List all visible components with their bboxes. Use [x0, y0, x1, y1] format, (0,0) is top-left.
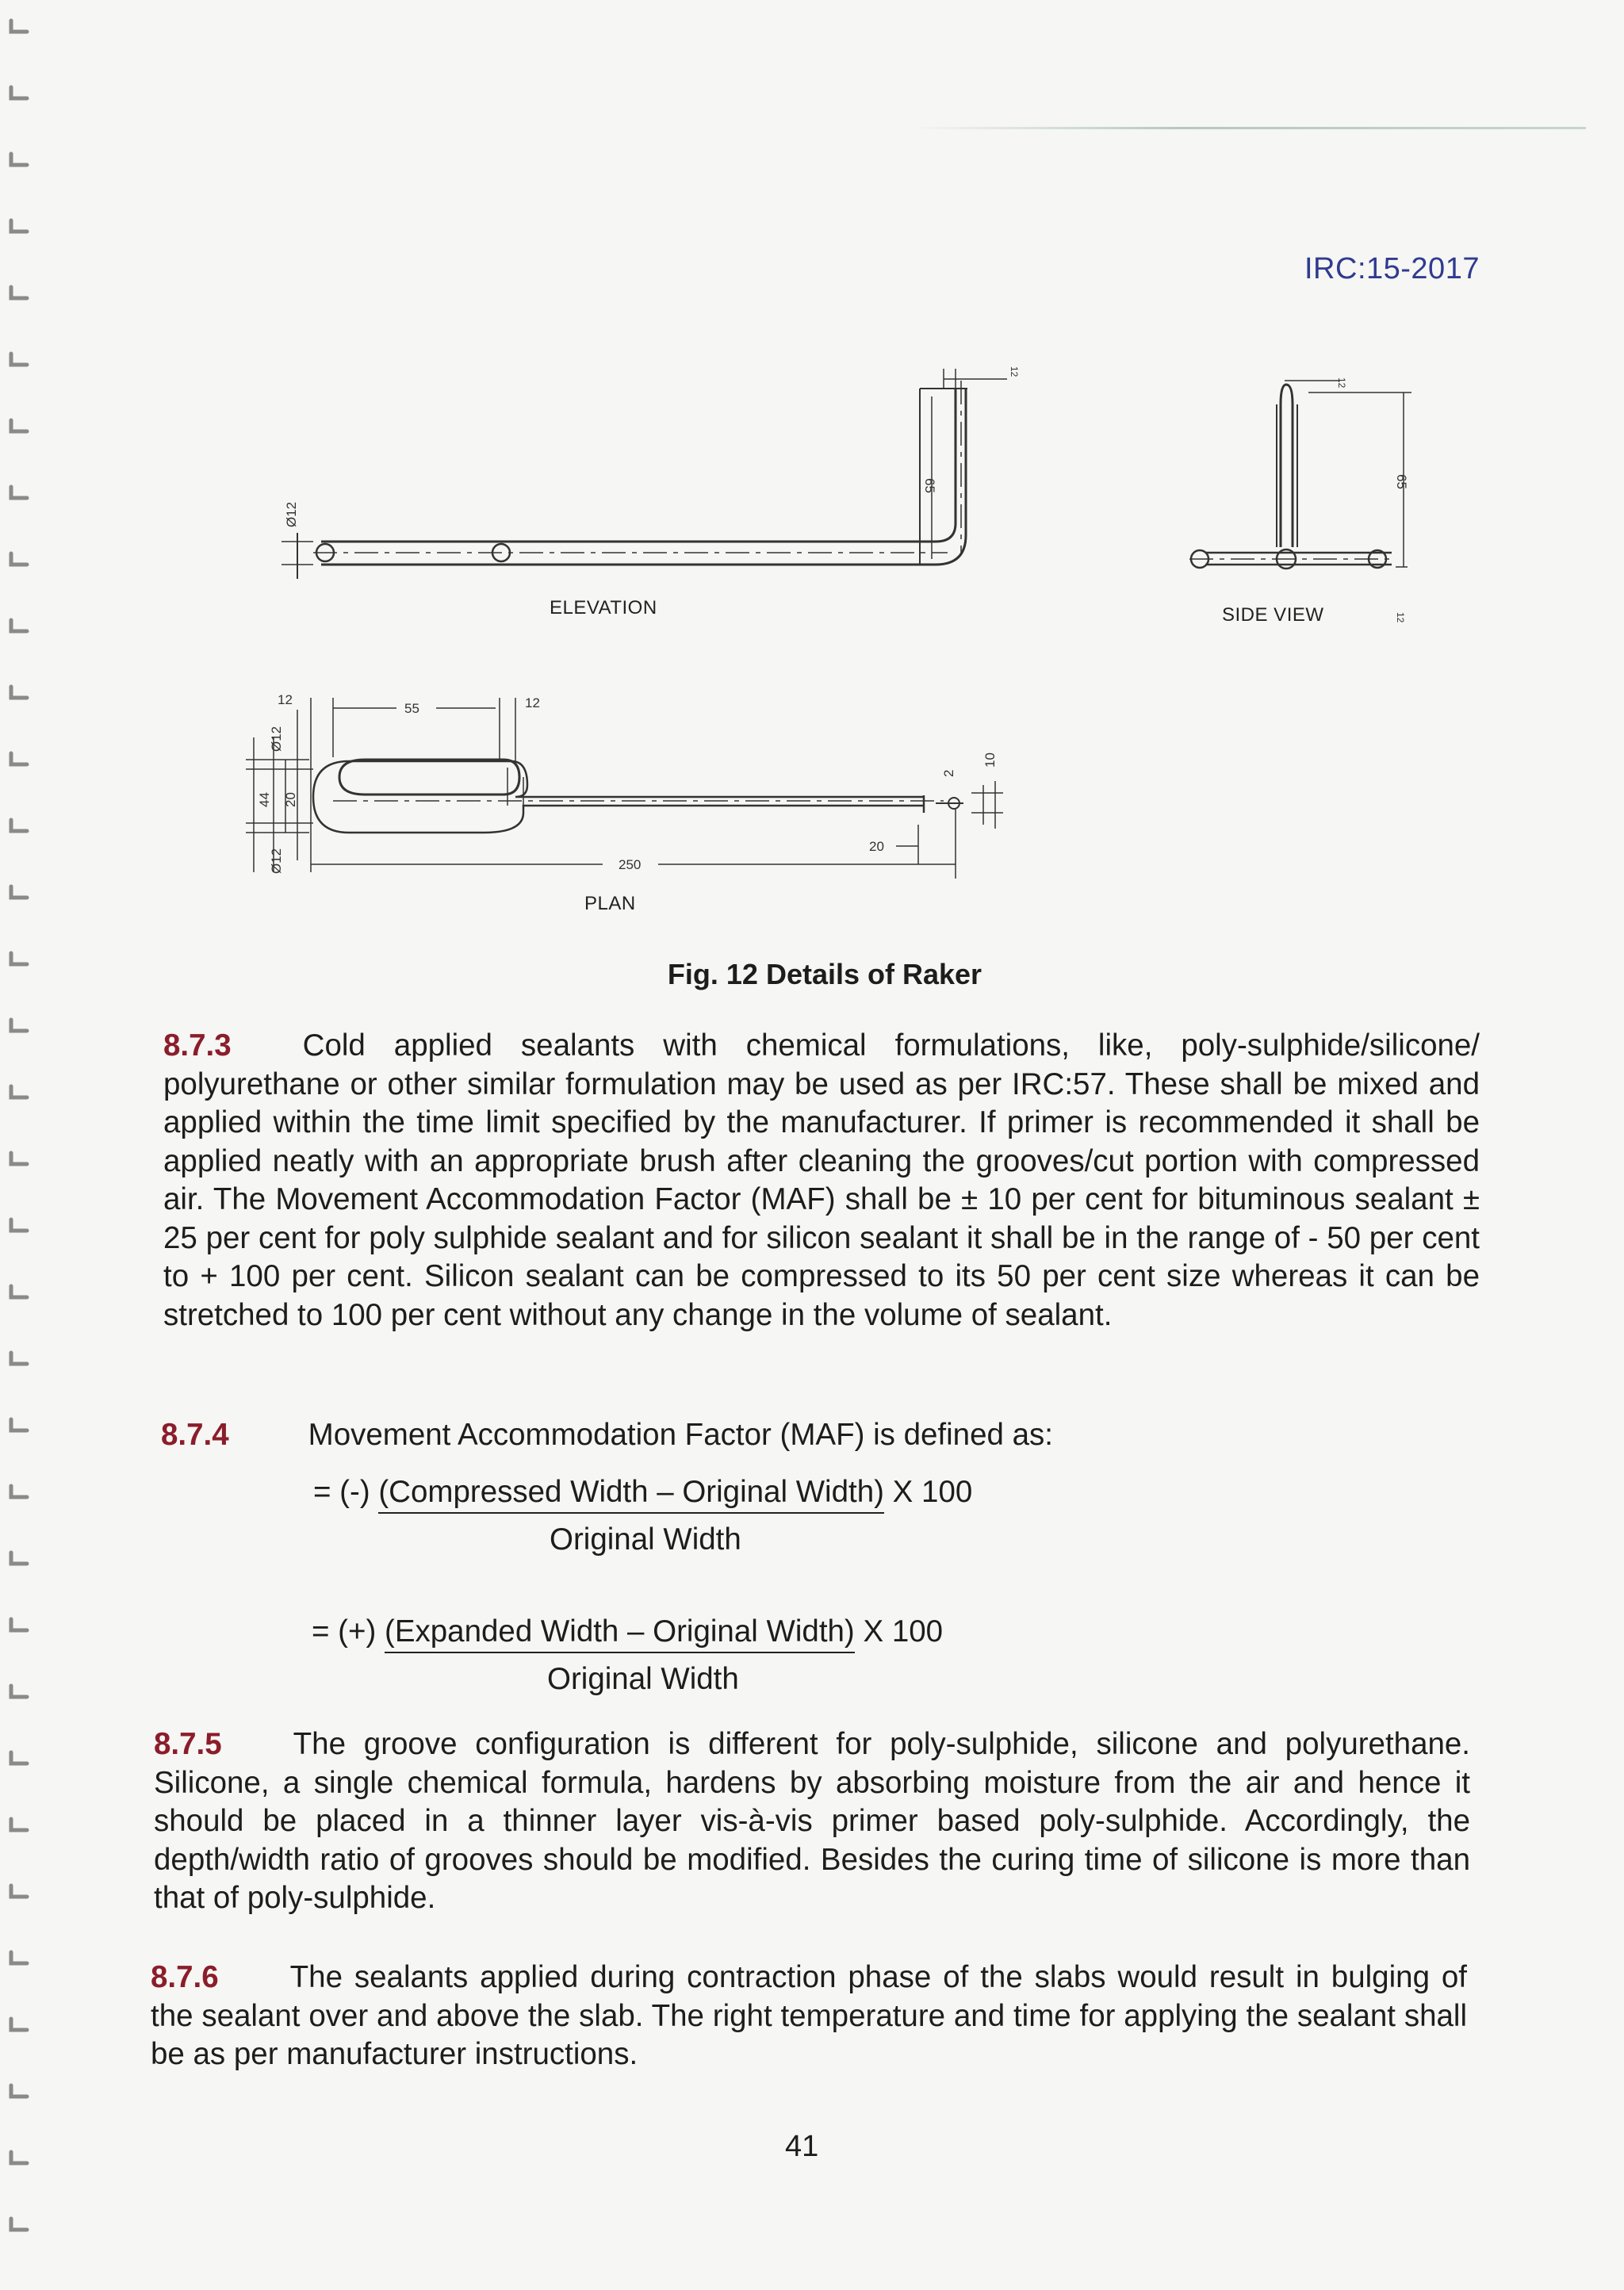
formula-suffix: X 100 [863, 1614, 944, 1649]
elev-dia-label: Ø12 [284, 501, 299, 527]
clause-number: 8.7.6 [151, 1960, 219, 1994]
binding-mark [11, 1353, 27, 1364]
binding-mark [11, 2219, 27, 2230]
side-height-label: 65 [1394, 474, 1409, 489]
maf-formula-compressed [313, 1475, 972, 1510]
clause-text: Cold applied sealants with chemical formulations, like, poly-sulphide/silicone/ polyurethane or other similar formulation may be used as per IRC:57. These shall be mixed and applied within the time limit specified by the manufacturer. If primer is recommended it shall be applied neatly with an appropriate brush after cleaning the grooves/cut portion with compressed air. The Movement Accommodation Factor (MAF) shall be ± 10 per cent for bituminous sealant ± 25 per cent for poly sulphide sealant and for silicon sealant it shall be in the range of - 50 per cent to + 100 per cent. Silicon sealant can be compressed to its 50 per cent size whereas it can be stretched to 100 per cent without any change in the volume of sealant. [163, 1028, 1480, 1332]
plan-44-label: 44 [257, 792, 272, 807]
side-view-label: SIDE VIEW [1222, 604, 1324, 626]
binding-mark [11, 2152, 27, 2163]
plan-12-right-label: 12 [525, 695, 540, 710]
binding-mark [11, 1619, 27, 1630]
side-view [1189, 381, 1411, 569]
binding-mark [11, 1686, 27, 1697]
plan-55-label: 55 [404, 701, 419, 716]
plan-20-end-label: 20 [869, 839, 884, 854]
clause-number: 8.7.4 [161, 1418, 229, 1452]
formula-prefix: = (+) [312, 1614, 377, 1649]
plan-dia-top-label: Ø12 [269, 726, 284, 752]
binding-mark [11, 2085, 27, 2097]
clause-text: Movement Accommodation Factor (MAF) is defined as: [308, 1418, 1053, 1452]
figure-caption: Fig. 12 Details of Raker [667, 958, 982, 990]
binding-mark [11, 1220, 27, 1231]
side-top-label: 12 [1336, 377, 1347, 389]
formula-suffix: X 100 [892, 1475, 973, 1509]
document-code: IRC:15-2017 [1304, 252, 1480, 285]
plan-label: PLAN [584, 893, 636, 914]
plan-20-inner-label: 20 [283, 792, 298, 807]
binding-mark [11, 1020, 27, 1031]
clause-text: The groove configuration is different for poly-sulphide, silicone and polyurethane. Silicone, a single chemical formula, hardens by absorbing moisture from the air and hence it should be placed in a thinner layer vis-à-vis primer based poly-sulphide. Accordingly, the depth/width ratio of grooves should be modified. Besides the curing time of silicone is more than that of poly-sulphide. [154, 1727, 1470, 1915]
elevation-view [282, 369, 1007, 579]
plan-10-label: 10 [982, 752, 998, 768]
binding-mark [11, 1486, 27, 1497]
binding-mark [11, 1553, 27, 1564]
formula-denominator: Original Width [547, 1662, 739, 1696]
elevation-label: ELEVATION [550, 597, 657, 618]
binding-mark [11, 1952, 27, 1963]
elev-height-label: 65 [922, 478, 937, 493]
plan-dia-bottom-label: Ø12 [269, 848, 284, 874]
elev-top-label: 12 [1009, 366, 1020, 377]
binding-mark [11, 1086, 27, 1097]
plan-12-left-label: 12 [278, 692, 293, 707]
clause-8-7-4 [161, 1416, 1493, 1455]
binding-mark [11, 1286, 27, 1297]
binding-mark [11, 2019, 27, 2030]
formula-numerator: (Expanded Width – Original Width) [385, 1614, 855, 1653]
clause-text: The sealants applied during contraction phase of the slabs would result in bulging of the sealant over and above the slab. The right temperature and time for applying the sealant shall be as per manufacturer instructions. [151, 1960, 1467, 2071]
binding-mark [11, 1752, 27, 1763]
clause-number: 8.7.5 [154, 1727, 222, 1761]
binding-mark [11, 1419, 27, 1430]
clause-8-7-3 [163, 1027, 1480, 1335]
clause-8-7-5 [154, 1725, 1470, 1918]
binding-mark [11, 1886, 27, 1897]
plan-view [246, 698, 1003, 879]
side-bottom-label: 12 [1395, 612, 1406, 623]
plan-2-label: 2 [941, 769, 956, 777]
clause-number: 8.7.3 [163, 1028, 232, 1063]
binding-mark [11, 1819, 27, 1830]
maf-formula-expanded [312, 1614, 943, 1649]
binding-mark [11, 1153, 27, 1164]
page-number: 41 [785, 2130, 819, 2163]
formula-numerator: (Compressed Width – Original Width) [378, 1475, 884, 1514]
clause-8-7-6 [151, 1959, 1467, 2074]
formula-prefix: = (-) [313, 1475, 370, 1509]
raker-drawing [0, 0, 1624, 952]
plan-250-label: 250 [619, 857, 642, 872]
formula-denominator: Original Width [550, 1522, 741, 1557]
